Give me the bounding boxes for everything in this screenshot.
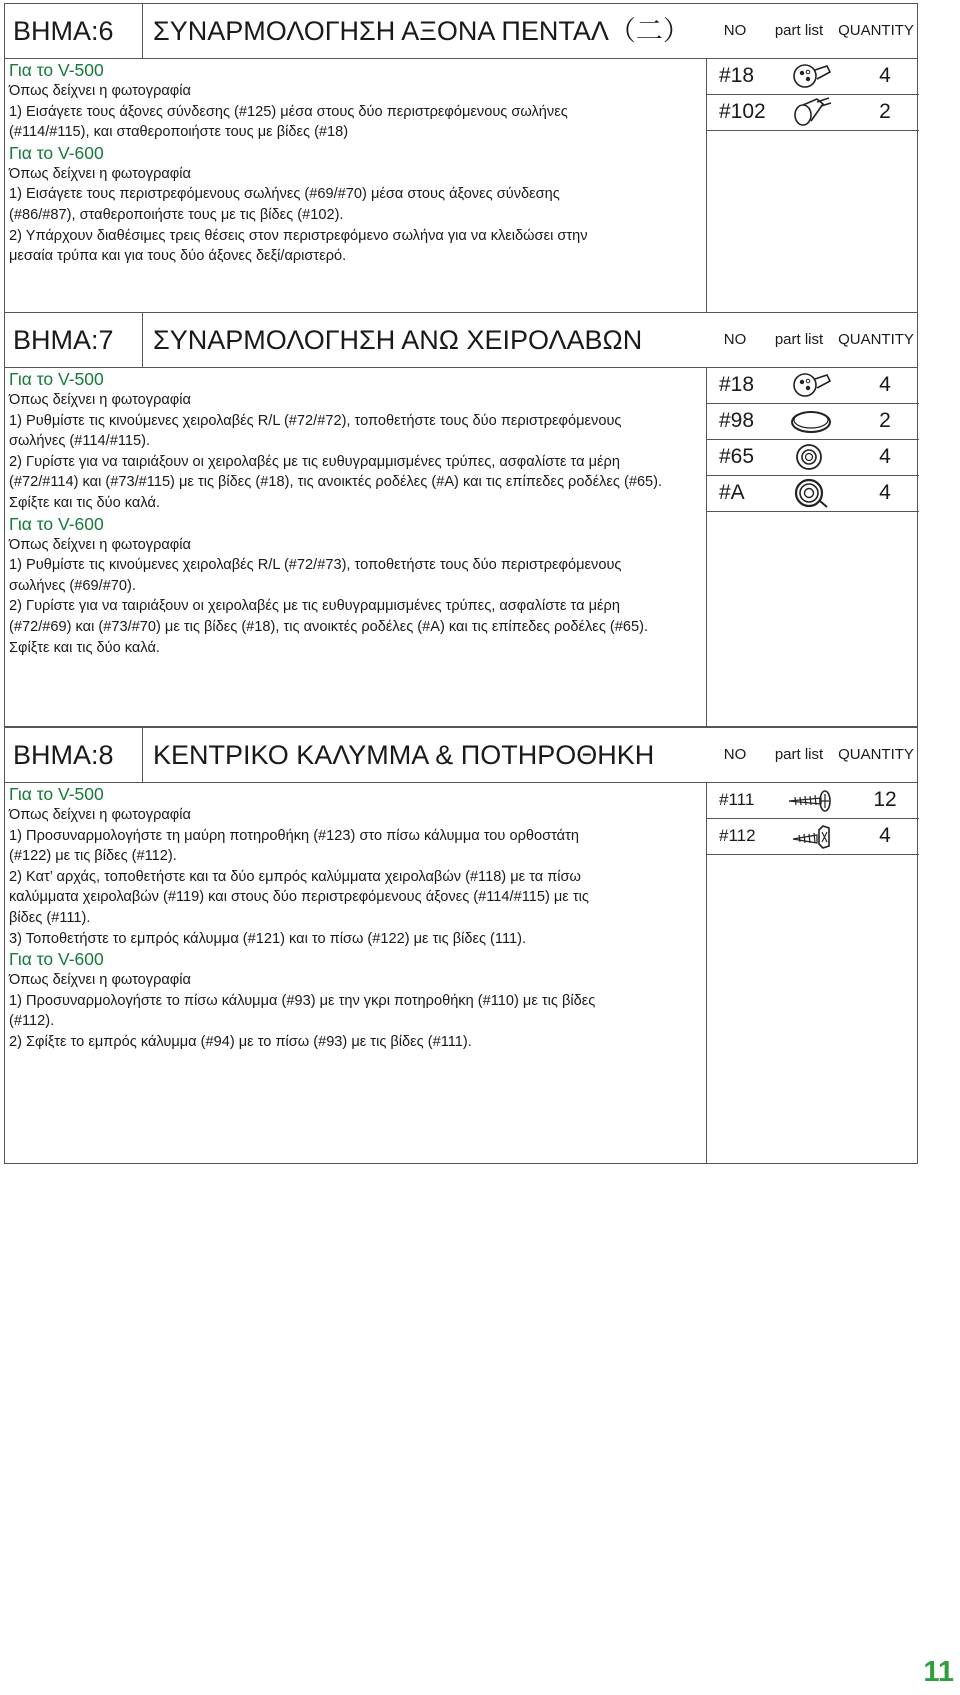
instruction-line: Σφίξτε και τις δύο καλά. xyxy=(9,639,160,656)
instruction-line: 1) Προσυναρμολογήστε τη μαύρη ποτηροθήκη (#123) στο πίσω κάλυμμα του ορθοστάτη xyxy=(9,827,579,844)
part-quantity: 4 xyxy=(879,445,891,468)
instruction-line: (#86/#87), σταθεροποιήστε τους με τις βίδες (#102). xyxy=(9,206,344,223)
column-header-part-list: part list xyxy=(774,22,824,39)
part-number: #18 xyxy=(719,373,755,396)
part-quantity: 4 xyxy=(879,824,891,847)
part-number: #98 xyxy=(719,409,755,432)
step-title: ΣΥΝΑΡΜΟΛΟΓΗΣΗ ΑΞΟΝΑ ΠΕΝΤΑΛ（二） xyxy=(153,16,690,46)
instruction-line: βίδες (#111). xyxy=(9,909,91,926)
instruction-line: Όπως δείχνει η φωτογραφία xyxy=(9,165,191,182)
instruction-line: 2) Σφίξτε το εμπρός κάλυμμα (#94) με το πίσω (#93) με τις βίδες (#111). xyxy=(9,1033,472,1050)
part-quantity: 4 xyxy=(879,481,891,504)
instruction-line: σωλήνες (#114/#115). xyxy=(9,433,151,450)
instruction-line: (#72/#69) και (#73/#70) με τις βίδες (#18), τις ανοικτές ροδέλες (#A) και τις επίπεδες ροδέλες (#65). xyxy=(9,618,649,635)
part-number: #112 xyxy=(719,826,756,845)
instruction-line: 1) Ρυθμίστε τις κινούμενες χειρολαβές R/L (#72/#73), τοποθετήστε τους δύο περιστρεφόμενους xyxy=(9,557,622,574)
instruction-line: 2) Γυρίστε για να ταιριάξουν οι χειρολαβές με τις ευθυγραμμισμένες τρύπες, ασφαλίστε τα μέρη xyxy=(9,598,620,615)
part-row xyxy=(707,367,919,404)
knob-bolt-icon xyxy=(787,369,837,401)
round-washer-icon xyxy=(787,441,837,473)
instruction-line: Όπως δείχνει η φωτογραφία xyxy=(9,536,191,553)
part-quantity: 2 xyxy=(879,100,891,123)
part-number: #102 xyxy=(719,100,766,123)
model-heading: Για το V-600 xyxy=(9,949,104,970)
instruction-line: 1) Εισάγετε τους περιστρεφόμενους σωλήνες (#69/#70) μέσα στους άξονες σύνδεσης xyxy=(9,186,560,203)
part-number: #65 xyxy=(719,445,755,468)
step-instructions xyxy=(9,369,709,658)
instruction-line: 1) Προσυναρμολογήστε το πίσω κάλυμμα (#93) με την γκρι ποτηροθήκη (#110) με τις βίδες xyxy=(9,992,596,1009)
column-header-no: NO xyxy=(723,746,747,763)
instruction-line: μεσαία τρύπα και για τους δύο άξονες δεξί/αριστερό. xyxy=(9,248,347,265)
part-row xyxy=(707,782,919,819)
step-7-section xyxy=(4,312,918,727)
model-heading: Για το V-500 xyxy=(9,369,104,389)
flat-washer-icon xyxy=(787,405,837,437)
step-title: ΚΕΝΤΡΙΚΟ ΚΑΛΥΜΜΑ & ΠΟΤΗΡΟΘΗΚΗ xyxy=(153,740,655,770)
part-row xyxy=(707,439,919,476)
step-header xyxy=(5,728,917,783)
part-number: #A xyxy=(719,481,745,504)
part-quantity: 2 xyxy=(879,409,891,432)
step-title: ΣΥΝΑΡΜΟΛΟΓΗΣΗ ΑΝΩ ΧΕΙΡΟΛΑΒΩΝ xyxy=(153,325,643,355)
column-header-part-list: part list xyxy=(774,331,824,348)
step-number: ΒΗΜΑ:8 xyxy=(5,728,143,782)
instruction-line: 3) Τοποθετήστε το εμπρός κάλυμμα (#121) και το πίσω (#122) με τις βίδες (111). xyxy=(9,930,527,947)
instruction-line: (#114/#115), και σταθεροποιήστε τους με βίδες (#18) xyxy=(9,124,349,141)
part-row xyxy=(707,818,919,855)
step-instructions xyxy=(9,784,709,1053)
part-quantity: 12 xyxy=(873,788,897,811)
column-header-no: NO xyxy=(723,331,747,348)
instruction-line: Σφίξτε και τις δύο καλά. xyxy=(9,494,160,511)
instruction-line: Όπως δείχνει η φωτογραφία xyxy=(9,392,191,408)
part-row xyxy=(707,475,919,512)
part-row xyxy=(707,403,919,440)
parts-list xyxy=(706,58,919,312)
step-number: ΒΗΜΑ:6 xyxy=(5,4,143,58)
model-heading: Για το V-600 xyxy=(9,513,104,534)
model-heading: Για το V-500 xyxy=(9,784,104,804)
step-header xyxy=(5,313,917,368)
instruction-line: 1) Ρυθμίστε τις κινούμενες χειρολαβές R/L (#72/#72), τοποθετήστε τους δύο περιστρεφόμενους xyxy=(9,412,622,429)
split-washer-icon xyxy=(787,477,837,509)
column-header-quantity: QUANTITY xyxy=(838,746,914,763)
column-header-quantity: QUANTITY xyxy=(838,331,914,348)
instruction-line: 2) Κατ’ αρχάς, τοποθετήστε και τα δύο εμπρός καλύμματα χειρολαβών (#118) με τα πίσω xyxy=(9,868,581,885)
column-header-quantity: QUANTITY xyxy=(838,22,914,39)
instruction-line: 1) Εισάγετε τους άξονες σύνδεσης (#125) μέσα στους δύο περιστρεφόμενους σωλήνες xyxy=(9,103,568,120)
instruction-line: (#122) με τις βίδες (#112). xyxy=(9,848,177,865)
cap-bolt-icon xyxy=(787,96,837,128)
knob-bolt-icon xyxy=(787,60,837,92)
step-6-section xyxy=(4,3,918,313)
instruction-line: Όπως δείχνει η φωτογραφία xyxy=(9,83,191,99)
step-instructions xyxy=(9,60,709,267)
instruction-line: καλύμματα χειρολαβών (#119) και στους δύο περιστρεφόμενους άξονες (#114/#115) με τις xyxy=(9,889,589,906)
part-number: #18 xyxy=(719,64,755,87)
instruction-line: σωλήνες (#69/#70). xyxy=(9,577,136,594)
column-header-no: NO xyxy=(723,22,747,39)
column-header-part-list: part list xyxy=(774,746,824,763)
part-number: #111 xyxy=(719,790,755,809)
step-number: ΒΗΜΑ:7 xyxy=(5,313,143,367)
long-screw-icon xyxy=(787,784,837,816)
instruction-line: (#112). xyxy=(9,1013,55,1030)
parts-list xyxy=(706,367,919,726)
parts-list xyxy=(706,782,919,1163)
model-heading: Για το V-500 xyxy=(9,60,104,80)
step-8-section xyxy=(4,727,918,1164)
instruction-line: Όπως δείχνει η φωτογραφία xyxy=(9,972,191,989)
step-header xyxy=(5,4,917,59)
model-heading: Για το V-600 xyxy=(9,142,104,163)
part-quantity: 4 xyxy=(879,64,891,87)
part-row xyxy=(707,94,919,131)
instruction-line: 2) Υπάρχουν διαθέσιμες τρεις θέσεις στον περιστρεφόμενο σωλήνα για να κλειδώσει στην xyxy=(9,227,588,244)
instruction-line: Όπως δείχνει η φωτογραφία xyxy=(9,807,191,823)
part-quantity: 4 xyxy=(879,373,891,396)
instruction-line: 2) Γυρίστε για να ταιριάξουν οι χειρολαβές με τις ευθυγραμμισμένες τρύπες, ασφαλίστε τα μέρη xyxy=(9,453,620,470)
part-row xyxy=(707,58,919,95)
short-screw-icon xyxy=(787,820,837,852)
instruction-line: (#72/#114) και (#73/#115) με τις βίδες (#18), τις ανοικτές ροδέλες (#A) και τις επίπεδες ροδέλες (#65). xyxy=(9,474,663,491)
page-number: 11 xyxy=(923,1656,954,1688)
